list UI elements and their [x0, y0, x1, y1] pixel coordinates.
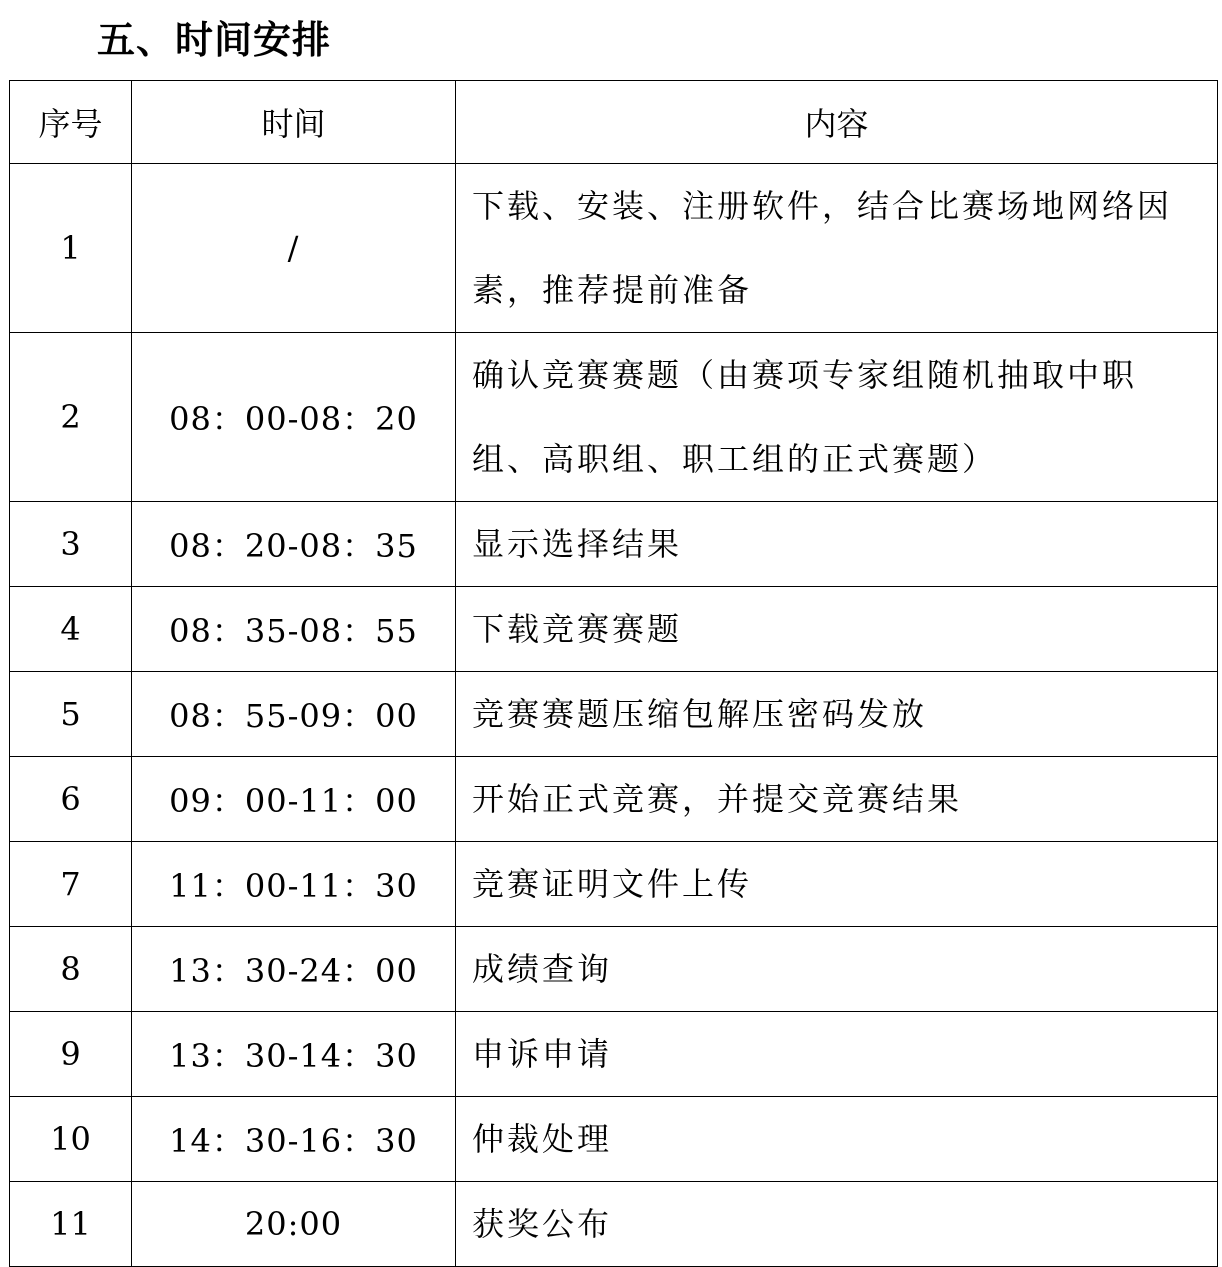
row-index: 8	[10, 927, 132, 1012]
row-time: 14：30-16：30	[132, 1097, 456, 1182]
row-content: 仲裁处理	[456, 1097, 1218, 1182]
table-header-row	[10, 81, 1218, 164]
row-index: 3	[10, 502, 132, 587]
header-time: 时间	[132, 81, 456, 164]
table-row	[10, 333, 1218, 502]
table-row	[10, 587, 1218, 672]
row-time: 13：30-24：00	[132, 927, 456, 1012]
row-time: 11：00-11：30	[132, 842, 456, 927]
row-content: 下载竞赛赛题	[456, 587, 1218, 672]
table-row	[10, 502, 1218, 587]
schedule-table	[9, 80, 1218, 1267]
row-content: 下载、安装、注册软件，结合比赛场地网络因素，推荐提前准备	[456, 164, 1218, 333]
row-time: 13：30-14：30	[132, 1012, 456, 1097]
row-index: 5	[10, 672, 132, 757]
row-content: 开始正式竞赛，并提交竞赛结果	[456, 757, 1218, 842]
row-time: 08：55-09：00	[132, 672, 456, 757]
row-content: 成绩查询	[456, 927, 1218, 1012]
row-time: 08：35-08：55	[132, 587, 456, 672]
row-content: 获奖公布	[456, 1182, 1218, 1267]
table-row	[10, 1182, 1218, 1267]
row-index: 7	[10, 842, 132, 927]
row-index: 4	[10, 587, 132, 672]
table-row	[10, 842, 1218, 927]
header-index: 序号	[10, 81, 132, 164]
row-index: 9	[10, 1012, 132, 1097]
row-index: 10	[10, 1097, 132, 1182]
row-time: 20:00	[132, 1182, 456, 1267]
table-row	[10, 1097, 1218, 1182]
row-index: 2	[10, 333, 132, 502]
row-content: 显示选择结果	[456, 502, 1218, 587]
row-content: 申诉申请	[456, 1012, 1218, 1097]
table-row	[10, 757, 1218, 842]
row-content: 竞赛证明文件上传	[456, 842, 1218, 927]
table-row	[10, 672, 1218, 757]
row-content: 确认竞赛赛题（由赛项专家组随机抽取中职组、高职组、职工组的正式赛题）	[456, 333, 1218, 502]
row-time: 08：00-08：20	[132, 333, 456, 502]
table-row	[10, 1012, 1218, 1097]
table-row	[10, 164, 1218, 333]
section-title: 五、时间安排	[97, 18, 332, 62]
row-content: 竞赛赛题压缩包解压密码发放	[456, 672, 1218, 757]
header-content: 内容	[456, 81, 1218, 164]
table-row	[10, 927, 1218, 1012]
row-time: 08：20-08：35	[132, 502, 456, 587]
row-time: /	[132, 164, 456, 333]
row-index: 11	[10, 1182, 132, 1267]
row-index: 1	[10, 164, 132, 333]
row-index: 6	[10, 757, 132, 842]
row-time: 09：00-11：00	[132, 757, 456, 842]
